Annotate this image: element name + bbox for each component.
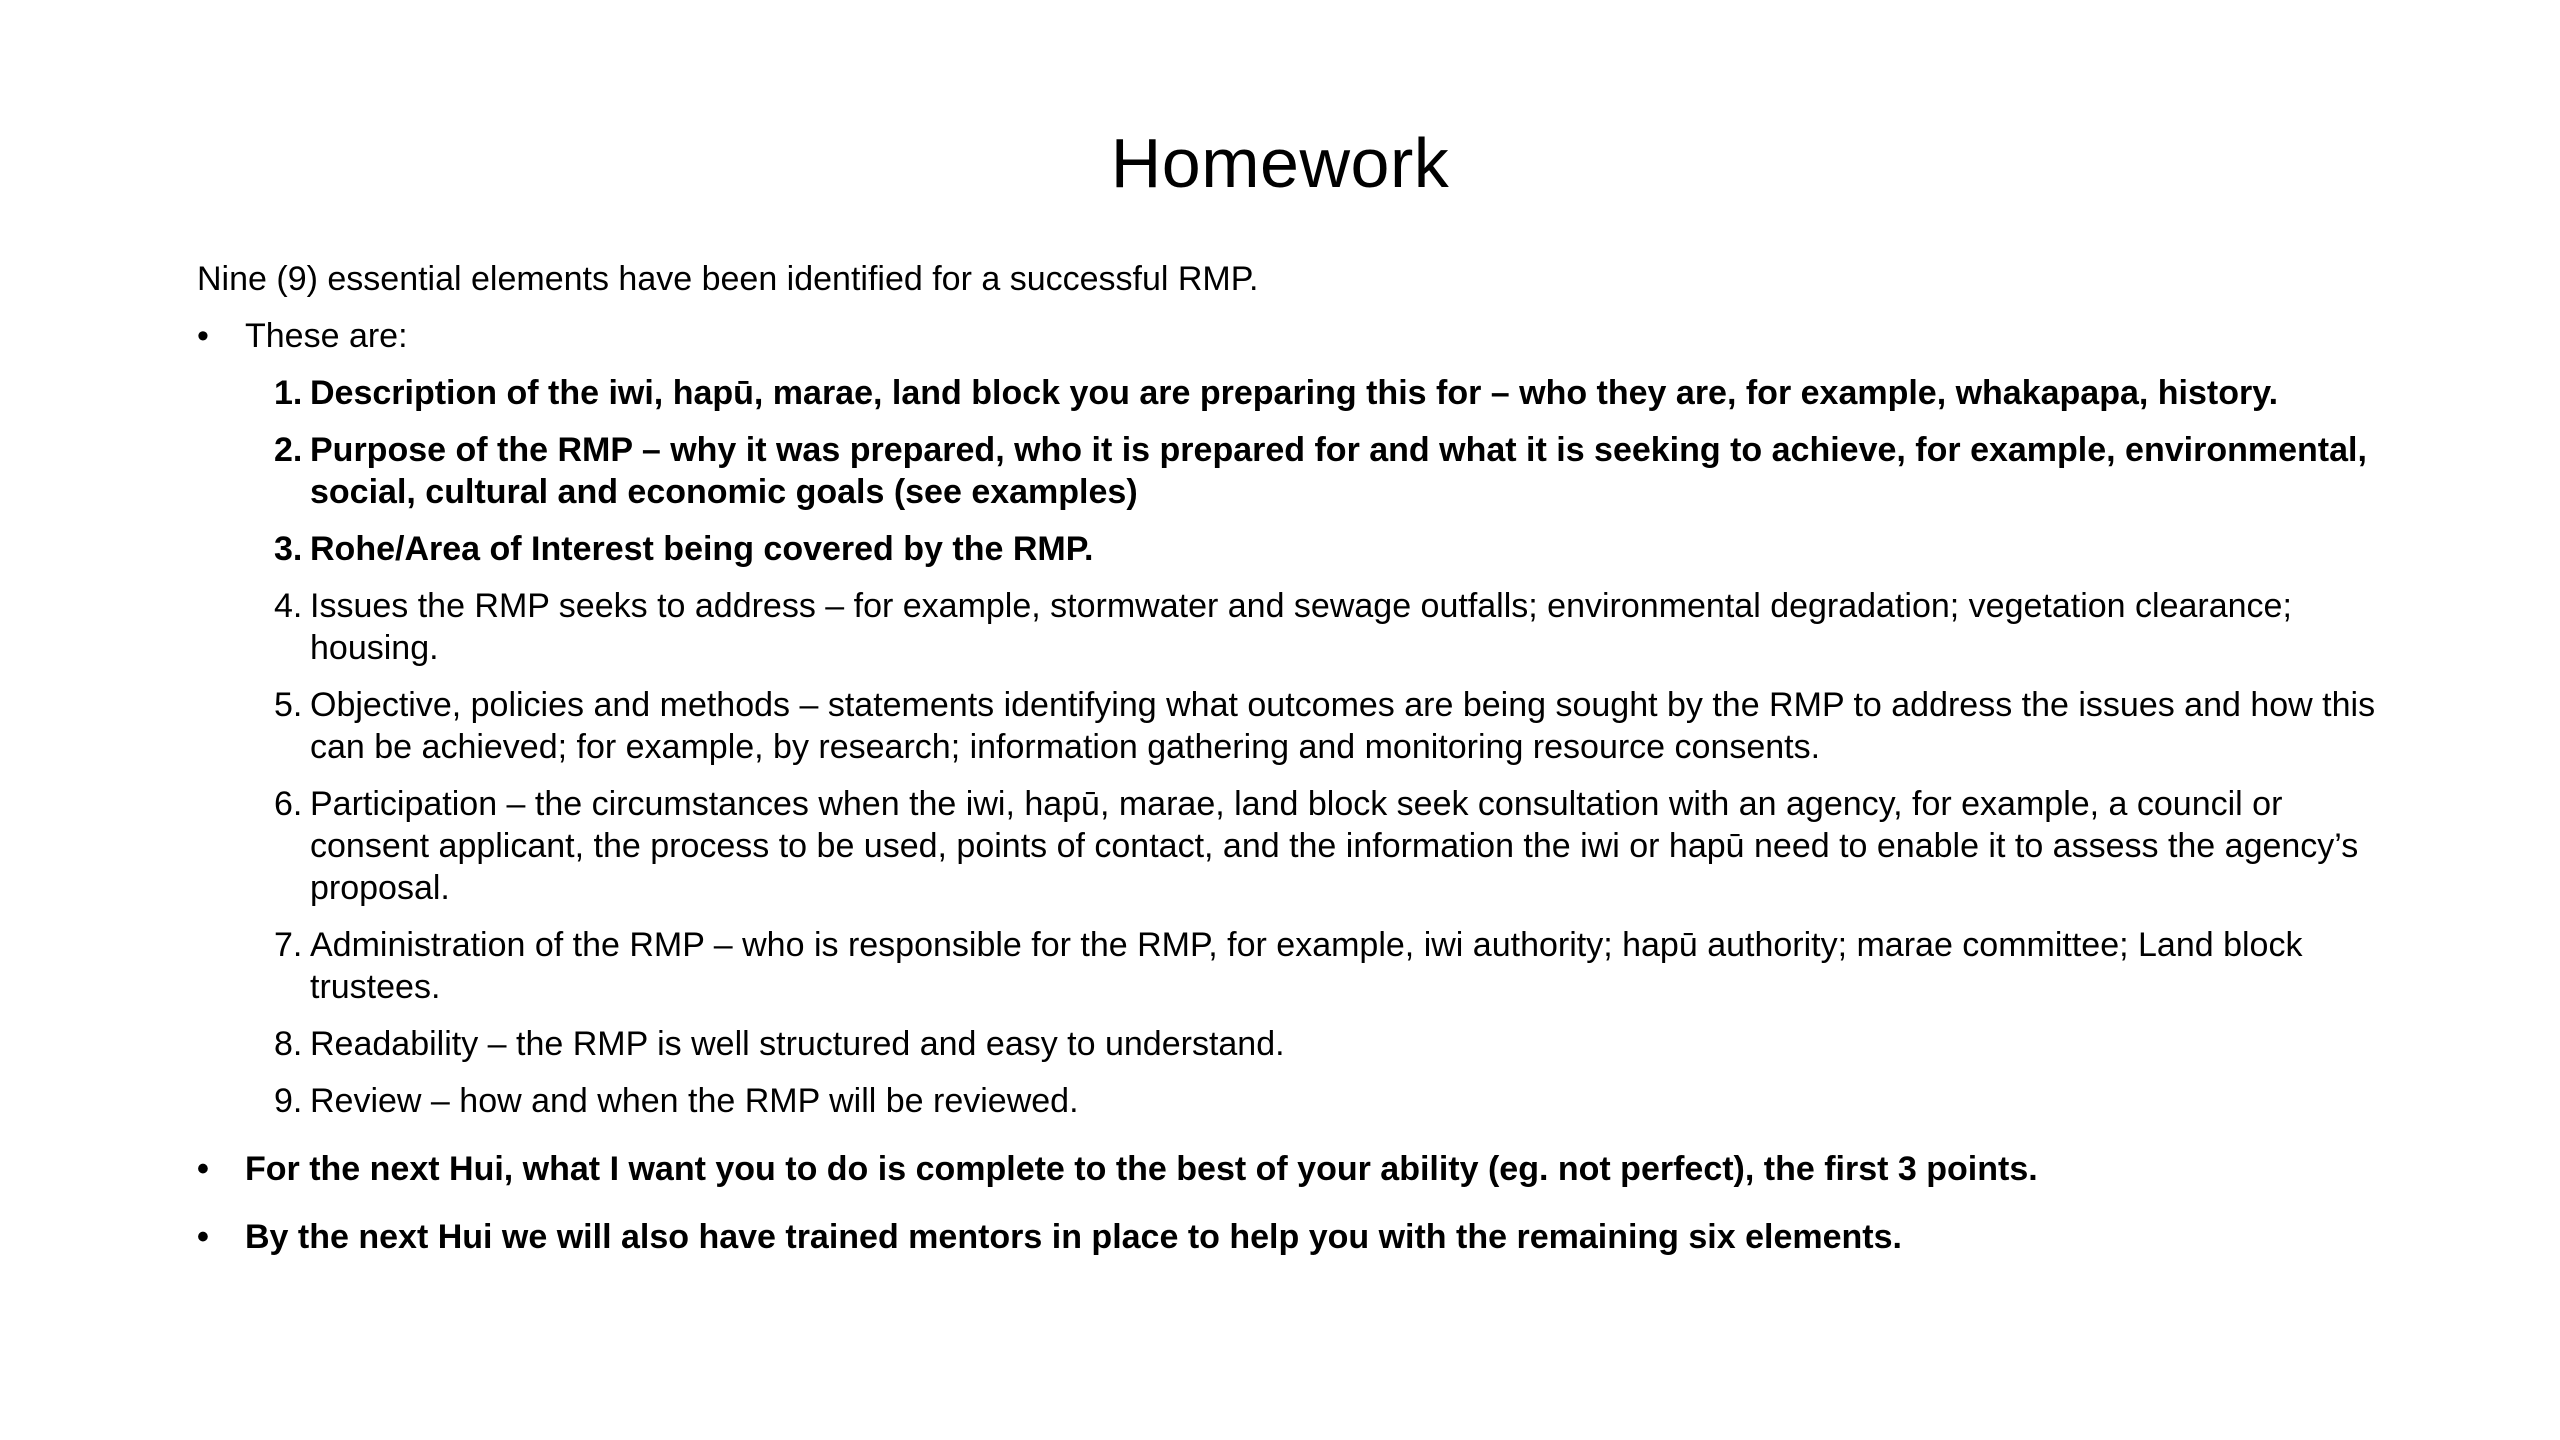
list-item-number: 6. xyxy=(274,785,303,823)
closing-bullet-text: By the next Hui we will also have trained mentors in place to help you with the remaining six elements. xyxy=(245,1218,1902,1256)
slide-body xyxy=(197,258,2397,1273)
lead-bullet-text: These are: xyxy=(245,317,408,355)
list-item-number: 3. xyxy=(274,530,303,568)
lead-bullet xyxy=(197,315,2397,357)
list-item xyxy=(197,783,2397,909)
list-item-number: 9. xyxy=(274,1082,303,1120)
list-item xyxy=(197,684,2397,768)
intro-text: Nine (9) essential elements have been identified for a successful RMP. xyxy=(197,260,1259,298)
list-item xyxy=(197,429,2397,513)
list-item-text: Description of the iwi, hapū, marae, land block you are preparing this for – who they are, for example, whakapapa, history. xyxy=(310,374,2279,412)
list-item-text: Review – how and when the RMP will be reviewed. xyxy=(310,1082,1079,1120)
list-item-number: 2. xyxy=(274,431,303,469)
slide-title: Homework xyxy=(1110,124,1450,202)
list-item-number: 4. xyxy=(274,587,303,625)
list-item-text: Participation – the circumstances when the iwi, hapū, marae, land block seek consultation with an agency, for example, a council or consent applicant, the process to be used, points of contact, and the information the iwi or hapū need to enable it to assess the agency’s proposal. xyxy=(310,785,2359,907)
bullet-marker: • xyxy=(197,1218,209,1256)
list-item xyxy=(197,585,2397,669)
bullet-marker: • xyxy=(197,317,209,355)
elements-list xyxy=(197,372,2397,1122)
list-item-text: Readability – the RMP is well structured and easy to understand. xyxy=(310,1025,1285,1063)
bullet-marker: • xyxy=(197,1150,209,1188)
closing-bullet-mentors xyxy=(197,1216,2397,1258)
list-item xyxy=(197,1080,2397,1122)
list-item-text: Issues the RMP seeks to address – for example, stormwater and sewage outfalls; environmental degradation; vegetation clearance; housing. xyxy=(310,587,2292,667)
list-item-number: 5. xyxy=(274,686,303,724)
list-item xyxy=(197,924,2397,1008)
list-item-number: 7. xyxy=(274,926,303,964)
list-item-text: Purpose of the RMP – why it was prepared, who it is prepared for and what it is seeking to achieve, for example, environmental, social, cultural and economic goals (see examples) xyxy=(310,431,2367,511)
closing-bullet-next-hui xyxy=(197,1148,2397,1190)
list-item-text: Administration of the RMP – who is responsible for the RMP, for example, iwi authority; hapū authority; marae committee; Land block trustees. xyxy=(310,926,2303,1006)
list-item-number: 1. xyxy=(274,374,303,412)
list-item-number: 8. xyxy=(274,1025,303,1063)
list-item xyxy=(197,1023,2397,1065)
list-item-text: Objective, policies and methods – statements identifying what outcomes are being sought by the RMP to address the issues and how this can be achieved; for example, by research; information gathering and monitoring resource consents. xyxy=(310,686,2376,766)
list-item xyxy=(197,372,2397,414)
list-item-text: Rohe/Area of Interest being covered by the RMP. xyxy=(310,530,1094,568)
list-item xyxy=(197,528,2397,570)
closing-bullet-text: For the next Hui, what I want you to do is complete to the best of your ability (eg. not perfect), the first 3 points. xyxy=(245,1150,2038,1188)
